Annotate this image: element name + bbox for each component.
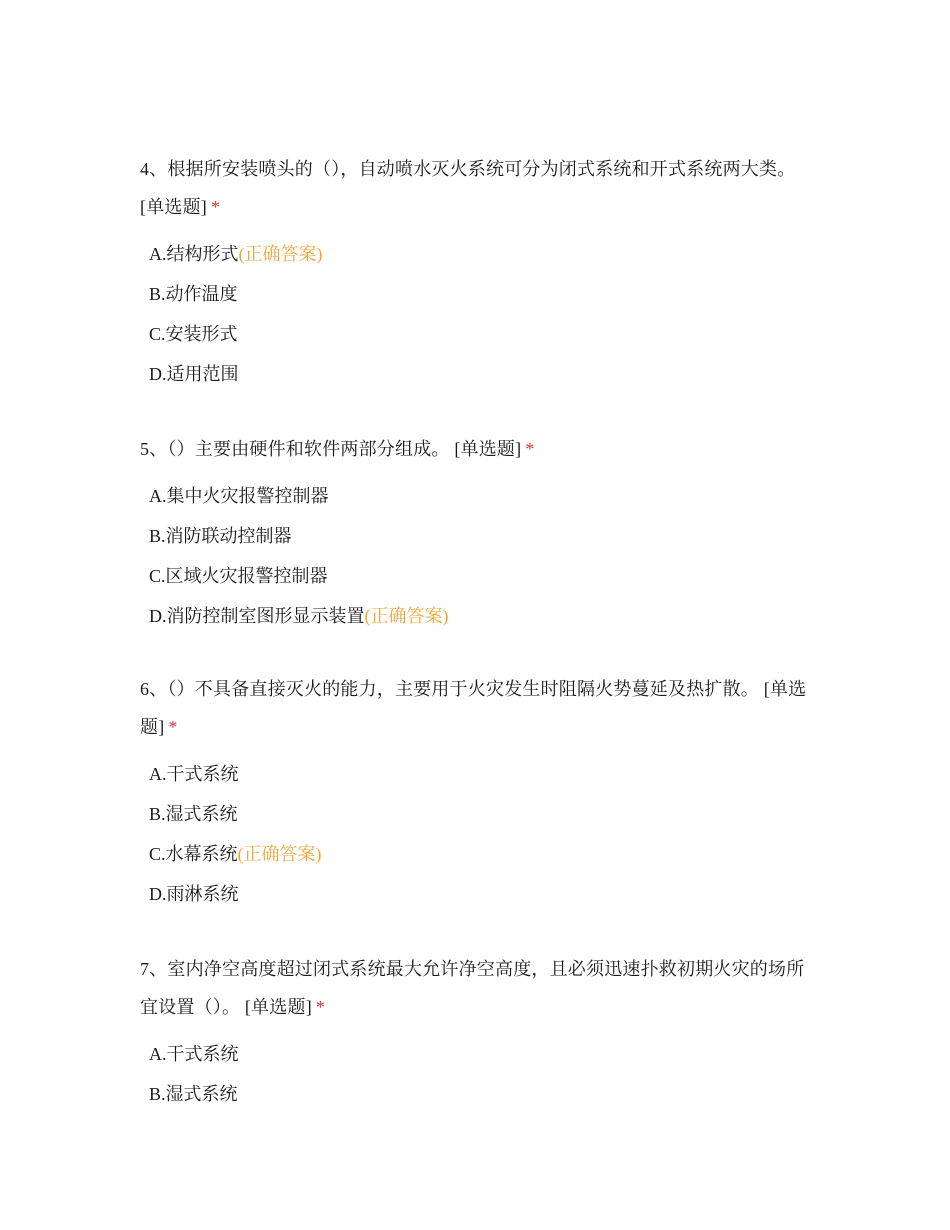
option-text: A.干式系统 [149, 764, 239, 784]
option-b[interactable] [149, 794, 810, 834]
option-text: A.集中火灾报警控制器 [149, 486, 329, 506]
option-c[interactable] [149, 314, 810, 354]
option-d[interactable] [149, 354, 810, 394]
option-text: C.区域火灾报警控制器 [149, 566, 328, 586]
question-text: 4、根据所安装喷头的（），自动喷水灭火系统可分为闭式系统和开式系统两大类。 [140, 159, 796, 179]
question-type: [单选题] [244, 997, 312, 1017]
option-b[interactable] [149, 516, 810, 556]
required-mark: * [211, 197, 221, 217]
option-a[interactable] [149, 234, 810, 274]
option-text: C.水幕系统 [149, 844, 238, 864]
option-list [140, 234, 810, 394]
correct-answer-mark: (正确答案) [237, 844, 322, 864]
required-mark: * [168, 717, 178, 737]
option-list [140, 754, 810, 914]
option-c[interactable] [149, 834, 810, 874]
question-text: 5、（）主要由硬件和软件两部分组成。 [140, 439, 450, 459]
question-7 [140, 950, 810, 1114]
question-5 [140, 430, 810, 636]
option-text: B.湿式系统 [149, 1084, 238, 1104]
option-text: B.动作温度 [149, 284, 238, 304]
option-text: A.干式系统 [149, 1044, 239, 1064]
option-text: D.适用范围 [149, 364, 239, 384]
option-list [140, 476, 810, 636]
required-mark: * [315, 997, 326, 1017]
option-b[interactable] [149, 274, 810, 314]
question-title [140, 670, 810, 746]
option-a[interactable] [149, 476, 810, 516]
option-text: C.安装形式 [149, 324, 238, 344]
required-mark: * [525, 439, 535, 459]
option-text: B.湿式系统 [149, 804, 238, 824]
question-type: [单选题] [140, 679, 807, 737]
option-list [140, 1034, 810, 1114]
correct-answer-mark: (正确答案) [238, 244, 323, 264]
option-d[interactable] [149, 596, 810, 636]
option-c[interactable] [149, 556, 810, 596]
question-title [140, 150, 810, 226]
question-type: [单选题] [454, 439, 522, 459]
question-title [140, 950, 810, 1026]
correct-answer-mark: (正确答案) [364, 606, 449, 626]
option-text: D.消防控制室图形显示装置 [149, 606, 365, 626]
question-text: 7、室内净空高度超过闭式系统最大允许净空高度，且必须迅速扑救初期火灾的场所宜设置（）。 [140, 959, 805, 1017]
option-text: D.雨淋系统 [149, 884, 239, 904]
question-4 [140, 150, 810, 394]
option-a[interactable] [149, 754, 810, 794]
question-text: 6、（）不具备直接灭火的能力，主要用于火灾发生时阻隔火势蔓延及热扩散。 [140, 679, 759, 699]
option-b[interactable] [149, 1074, 810, 1114]
question-6 [140, 670, 810, 914]
option-a[interactable] [149, 1034, 810, 1074]
question-title [140, 430, 810, 468]
question-type: [单选题] [140, 197, 207, 217]
option-text: A.结构形式 [149, 244, 239, 264]
option-d[interactable] [149, 874, 810, 914]
option-text: B.消防联动控制器 [149, 526, 292, 546]
